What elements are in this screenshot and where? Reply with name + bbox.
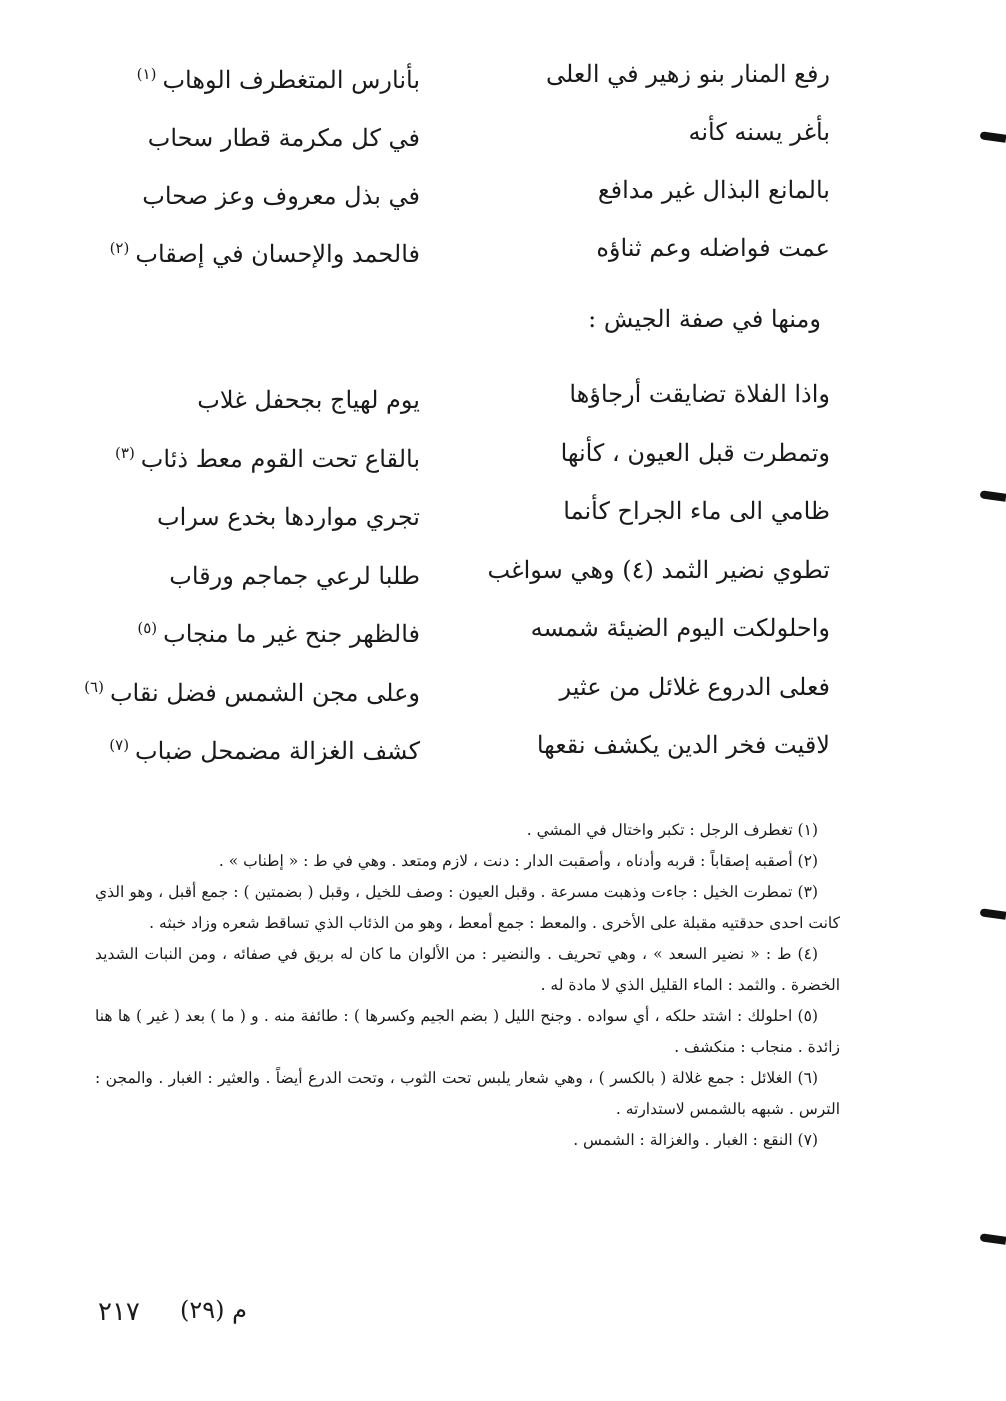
- hemistich-text: فالحمد والإحسان في إصقاب: [135, 240, 420, 268]
- footnote: (٥) احلولك : اشتد حلكه ، أي سواده . وجنح الليل ( بضم الجيم وكسرها ) : طائفة منه . و ( ما ) بعد ( غير ) ها هنا زائدة . منجاب : منكشف .: [95, 1007, 840, 1056]
- hemistich-text: كشف الغزالة مضمحل ضباب: [135, 737, 420, 765]
- footnote: (٤) ط : « نضير السعد » ، وهي تحريف . والنضير : من الألوان ما كان له بريق في صفائه ، ومن النبات الشديد الخضرة . والثمد : الماء القليل الذي لا مادة له .: [95, 945, 840, 994]
- margin-mark: [980, 490, 1006, 502]
- margin-mark: [980, 1233, 1006, 1245]
- verse-first-hemistich: عمت فواضله وعم ثناؤه: [596, 234, 830, 262]
- verse-second-hemistich: [163, 548, 420, 598]
- hemistich-text: بالقاع تحت القوم معط ذئاب: [140, 444, 420, 473]
- verse-line: [70, 52, 830, 96]
- hemistich-text: طلبا لرعي جماجم ورقاب: [169, 561, 420, 590]
- verse-line: [70, 226, 830, 270]
- footnote: (٣) تمطرت الخيل : جاءت وذهبت مسرعة . وقبل العيون : وصف للخيل ، وقبل ( بضمتين ) : جمع أقبل ، وهو الذي كانت احدى حدقتيه مقبلة على الأخرى . والمعط : جمع أمعط ، وهو من الذئاب الذي تساقط شعره وزاد خبثه .: [95, 883, 840, 932]
- verse-second-hemistich: [115, 431, 420, 481]
- verse-first-hemistich: واذا الفلاة تضايقت أرجاؤها: [569, 380, 830, 408]
- footnote-ref: (٧): [109, 736, 130, 754]
- verse-first-hemistich: ظامي الى ماء الجراح كأنما: [563, 497, 830, 525]
- verse-first-hemistich: لاقيت فخر الدين يكشف نقعها: [536, 731, 830, 759]
- verse-second-hemistich: [191, 372, 420, 422]
- footnote-ref: (١): [136, 65, 157, 83]
- verse-line: [70, 431, 830, 475]
- footnote-ref: (٥): [137, 619, 158, 637]
- verse-second-hemistich: [137, 606, 420, 656]
- verse-second-hemistich: [137, 52, 420, 102]
- verse-first-hemistich: تطوي نضير الثمد (٤) وهي سواغب: [487, 555, 830, 584]
- margin-mark: [980, 908, 1006, 920]
- hemistich-text: تجري مواردها بخدع سراب: [157, 503, 420, 531]
- footnote-ref: (٢): [109, 239, 130, 257]
- verse-second-hemistich: [151, 489, 420, 539]
- signature-mark: م (٢٩): [180, 1296, 248, 1324]
- hemistich-text: وعلى مجن الشمس فضل نقاب: [109, 678, 420, 707]
- hemistich-text: يوم لهياج بجحفل غلاب: [197, 386, 420, 414]
- verse-first-hemistich: واحلولكت اليوم الضيئة شمسه: [530, 614, 830, 642]
- verse-line: [70, 372, 830, 416]
- hemistich-text: في بذل معروف وعز صحاب: [142, 182, 420, 210]
- page-number: ٢١٧: [98, 1297, 140, 1327]
- hemistich-text: في كل مكرمة قطار سحاب: [147, 124, 420, 152]
- verse-second-hemistich: [136, 168, 420, 218]
- verse-line: [70, 723, 830, 767]
- verse-line: [70, 168, 830, 212]
- verse-line: [70, 665, 830, 709]
- footnote: (٢) أصقبه إصقاباً : قربه وأدناه ، وأصقبت الدار : دنت ، لازم ومتعد . وهي في ط : « إطناب » .: [218, 852, 818, 870]
- footnote: (١) تغطرف الرجل : تكبر واختال في المشي .: [526, 821, 818, 839]
- verse-line: [70, 489, 830, 533]
- verse-line: [70, 548, 830, 592]
- footnote-ref: (٦): [84, 677, 104, 696]
- hemistich-text: بأنارس المتغطرف الوهاب: [162, 66, 420, 94]
- footnote: (٦) الغلائل : جمع غلالة ( بالكسر ) ، وهي شعار يلبس تحت الثوب ، وتحت الدرع أيضاً . والعثير : الغبار . والمجن : الترس . شبهه بالشمس لاستدارته .: [95, 1069, 840, 1118]
- verse-line: [70, 606, 830, 650]
- footnote-ref: (٣): [115, 443, 135, 462]
- verse-first-hemistich: رفع المنار بنو زهير في العلى: [545, 60, 830, 88]
- verse-second-hemistich: [84, 665, 420, 715]
- verse-second-hemistich: [109, 723, 420, 773]
- hemistich-text: فالظهر جنح غير ما منجاب: [163, 620, 420, 648]
- verse-second-hemistich: [142, 110, 420, 160]
- verse-first-hemistich: فعلى الدروع غلائل من عثير: [559, 672, 830, 701]
- footnote: (٧) النقع : الغبار . والغزالة : الشمس .: [573, 1131, 818, 1149]
- verse-line: [70, 110, 830, 154]
- section-subheading: ومنها في صفة الجيش :: [588, 305, 821, 333]
- verse-first-hemistich: بأغر يسنه كأنه: [688, 118, 830, 146]
- footnotes: [95, 815, 840, 1156]
- verse-second-hemistich: [110, 226, 420, 276]
- verse-first-hemistich: بالمانع البذال غير مدافع: [597, 176, 830, 204]
- margin-mark: [980, 131, 1006, 143]
- verse-first-hemistich: وتمطرت قبل العيون ، كأنها: [560, 438, 830, 467]
